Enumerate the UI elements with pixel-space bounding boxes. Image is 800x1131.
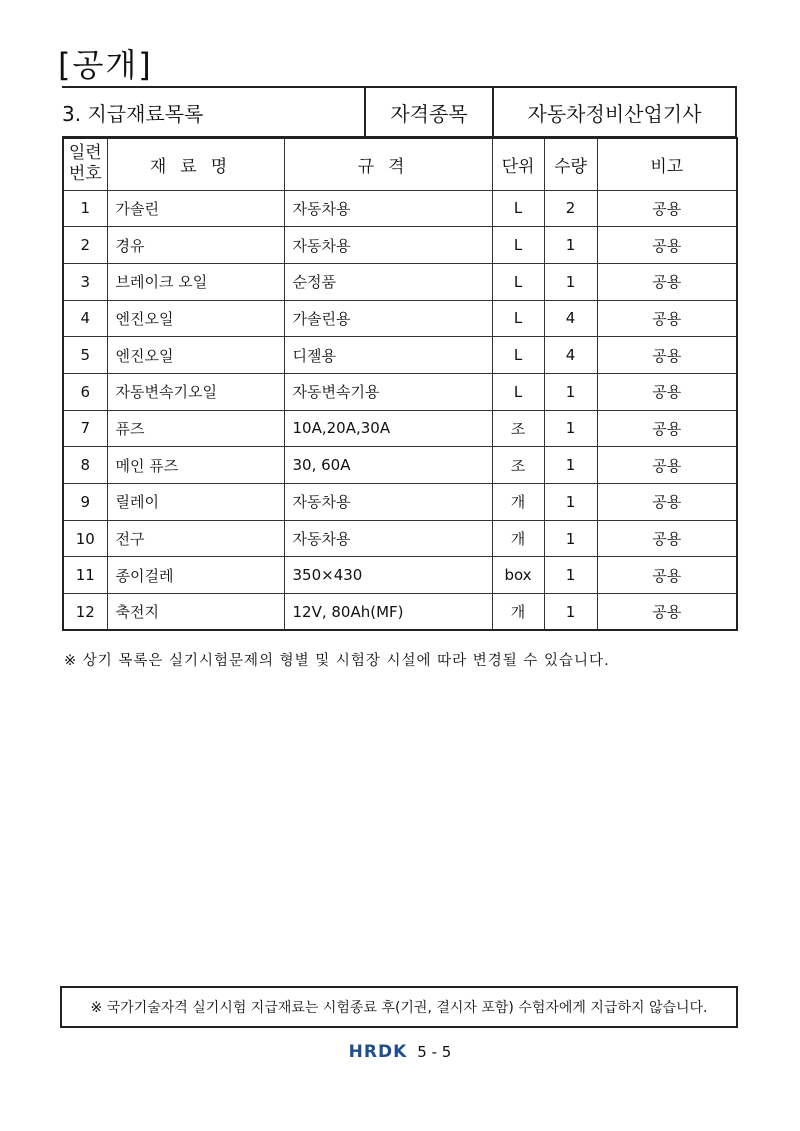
header-grid	[62, 86, 737, 138]
unit-cell: L	[492, 263, 544, 300]
quantity-cell: 1	[544, 227, 597, 264]
row-number-cell: 2	[63, 227, 107, 264]
material-spec-cell: 자동변속기용	[284, 373, 492, 410]
col-header-no: 일련 번호	[63, 138, 107, 190]
quantity-cell: 4	[544, 300, 597, 337]
row-number-cell: 1	[63, 190, 107, 227]
materials-table	[62, 137, 738, 631]
page-number: 5 - 5	[417, 1043, 452, 1061]
table-row	[63, 337, 737, 374]
material-spec-cell: 순정품	[284, 263, 492, 300]
row-number-cell: 9	[63, 484, 107, 521]
disclaimer-note: ※ 상기 목록은 실기시험문제의 형별 및 시험장 시설에 따라 변경될 수 있습니다.	[64, 653, 610, 669]
row-number-cell: 6	[63, 373, 107, 410]
material-name-cell: 메인 퓨즈	[107, 447, 284, 484]
quantity-cell: 1	[544, 447, 597, 484]
unit-cell: 개	[492, 484, 544, 521]
remark-cell: 공용	[597, 410, 737, 447]
material-spec-cell: 30, 60A	[284, 447, 492, 484]
row-number-cell: 11	[63, 557, 107, 594]
material-spec-cell: 350×430	[284, 557, 492, 594]
bottom-notice	[60, 986, 738, 1028]
material-spec-cell: 자동차용	[284, 520, 492, 557]
remark-cell: 공용	[597, 557, 737, 594]
row-number-cell: 8	[63, 447, 107, 484]
table-row	[63, 373, 737, 410]
quantity-cell: 1	[544, 410, 597, 447]
table-row	[63, 594, 737, 631]
field-value: 자동차정비산업기사	[527, 101, 702, 126]
unit-cell: 조	[492, 447, 544, 484]
remark-cell: 공용	[597, 594, 737, 631]
material-spec-cell: 자동차용	[284, 227, 492, 264]
table-row	[63, 557, 737, 594]
material-name-cell: 종이걸레	[107, 557, 284, 594]
material-spec-cell: 디젤용	[284, 337, 492, 374]
table-row	[63, 410, 737, 447]
material-name-cell: 엔진오일	[107, 337, 284, 374]
quantity-cell: 1	[544, 557, 597, 594]
unit-cell: L	[492, 190, 544, 227]
material-spec-cell: 자동차용	[284, 190, 492, 227]
material-name-cell: 가솔린	[107, 190, 284, 227]
table-row	[63, 263, 737, 300]
page-footer	[0, 1042, 800, 1062]
material-name-cell: 전구	[107, 520, 284, 557]
remark-cell: 공용	[597, 190, 737, 227]
section-title: 3. 지급재료목록	[62, 88, 366, 136]
material-name-cell: 엔진오일	[107, 300, 284, 337]
remark-cell: 공용	[597, 300, 737, 337]
quantity-cell: 1	[544, 263, 597, 300]
material-name-cell: 릴레이	[107, 484, 284, 521]
table-row	[63, 447, 737, 484]
col-header-spec: 규격	[284, 138, 492, 190]
unit-cell: box	[492, 557, 544, 594]
unit-cell: 개	[492, 594, 544, 631]
quantity-cell: 1	[544, 520, 597, 557]
material-spec-cell: 12V, 80Ah(MF)	[284, 594, 492, 631]
row-number-cell: 4	[63, 300, 107, 337]
quantity-cell: 1	[544, 484, 597, 521]
remark-cell: 공용	[597, 373, 737, 410]
field-label: 자격종목	[366, 88, 494, 136]
row-number-cell: 5	[63, 337, 107, 374]
unit-cell: L	[492, 373, 544, 410]
material-spec-cell: 자동차용	[284, 484, 492, 521]
quantity-cell: 4	[544, 337, 597, 374]
col-header-qty: 수량	[544, 138, 597, 190]
material-name-cell: 경유	[107, 227, 284, 264]
row-number-cell: 12	[63, 594, 107, 631]
table-row	[63, 300, 737, 337]
material-name-cell: 브레이크 오일	[107, 263, 284, 300]
remark-cell: 공용	[597, 520, 737, 557]
material-spec-cell: 10A,20A,30A	[284, 410, 492, 447]
unit-cell: L	[492, 227, 544, 264]
quantity-cell: 1	[544, 373, 597, 410]
page-tag: [공개]	[58, 46, 153, 84]
remark-cell: 공용	[597, 263, 737, 300]
quantity-cell: 2	[544, 190, 597, 227]
table-row	[63, 484, 737, 521]
unit-cell: L	[492, 337, 544, 374]
remark-cell: 공용	[597, 447, 737, 484]
bottom-notice-text: ※ 국가기술자격 실기시험 지급재료는 시험종료 후(기권, 결시자 포함) 수험자에게 지급하지 않습니다.	[90, 1000, 708, 1016]
unit-cell: L	[492, 300, 544, 337]
material-spec-cell: 가솔린용	[284, 300, 492, 337]
unit-cell: 개	[492, 520, 544, 557]
col-header-unit: 단위	[492, 138, 544, 190]
col-header-note: 비고	[597, 138, 737, 190]
row-number-cell: 10	[63, 520, 107, 557]
col-header-name: 재료명	[107, 138, 284, 190]
quantity-cell: 1	[544, 594, 597, 631]
remark-cell: 공용	[597, 337, 737, 374]
remark-cell: 공용	[597, 484, 737, 521]
table-row	[63, 520, 737, 557]
row-number-cell: 3	[63, 263, 107, 300]
table-row	[63, 190, 737, 227]
material-name-cell: 퓨즈	[107, 410, 284, 447]
hrdk-logo: HRDK	[348, 1042, 408, 1062]
table-header-row	[63, 138, 737, 190]
unit-cell: 조	[492, 410, 544, 447]
material-name-cell: 자동변속기오일	[107, 373, 284, 410]
table-row	[63, 227, 737, 264]
material-name-cell: 축전지	[107, 594, 284, 631]
remark-cell: 공용	[597, 227, 737, 264]
row-number-cell: 7	[63, 410, 107, 447]
